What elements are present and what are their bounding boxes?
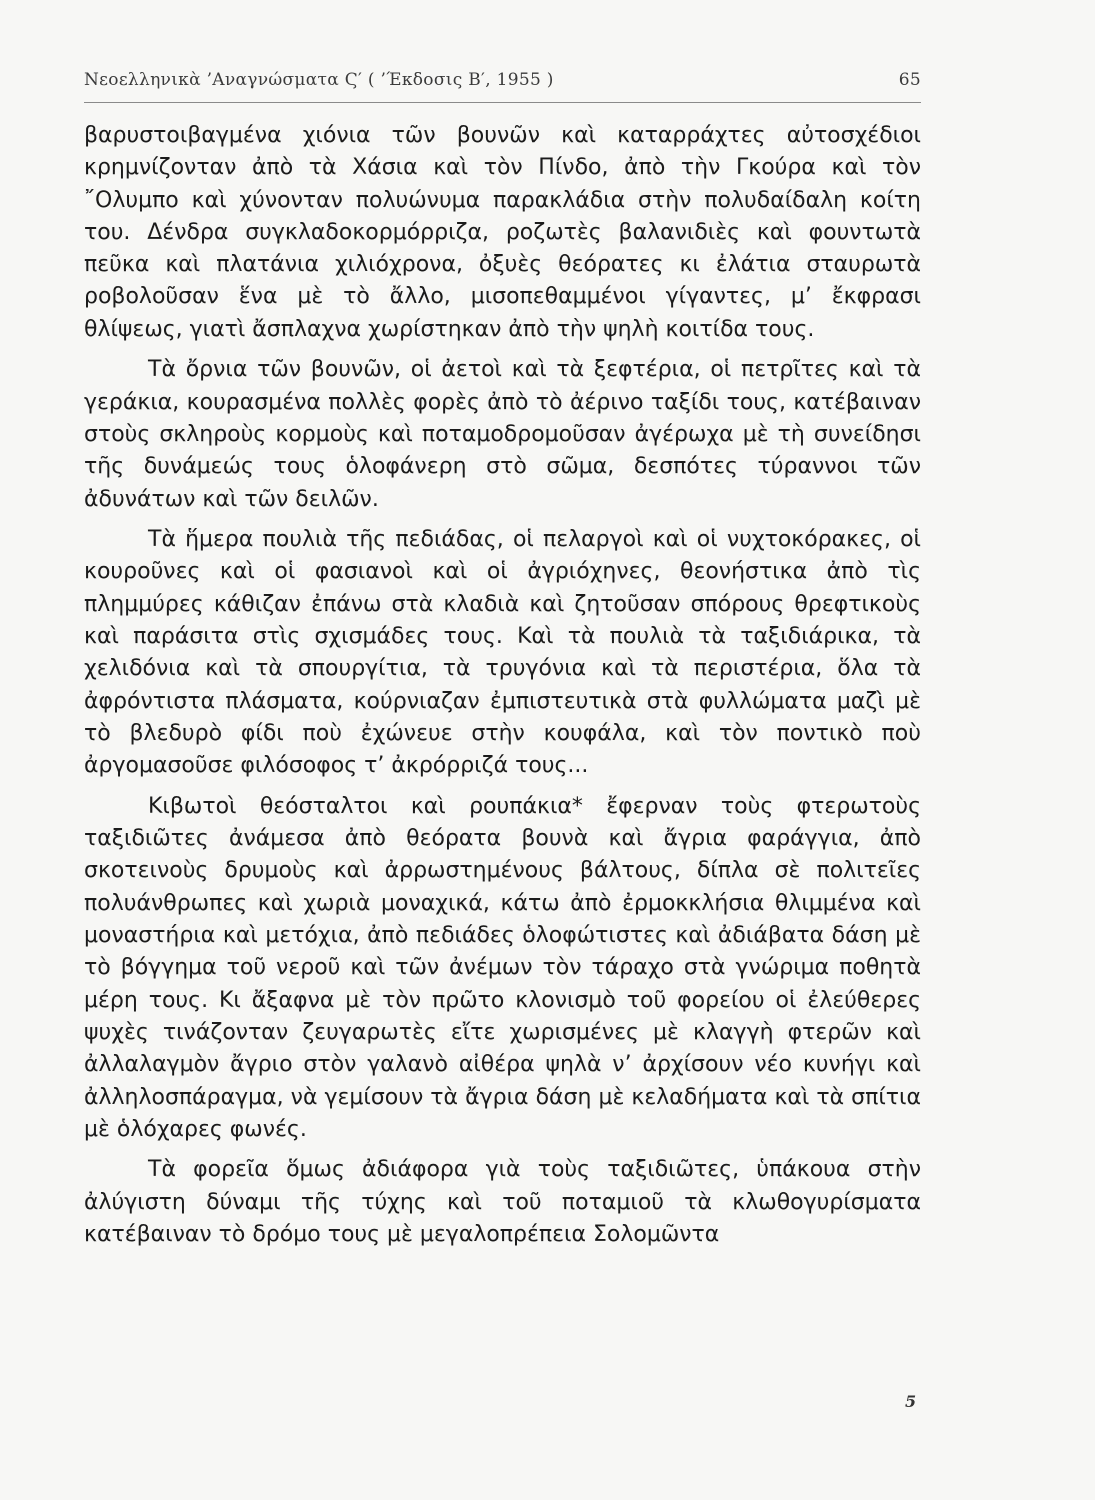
running-head-title: Νεοελληνικὰ ’Αναγνώσματα Ϛ′ ( ’Έκδοσις Β′, 1955 ) bbox=[84, 70, 554, 90]
page-number: 65 bbox=[898, 70, 921, 90]
paragraph: βαρυστοιβαγμένα χιόνια τῶν βουνῶν καὶ καταρράχτες αὐτοσχέδιοι κρημνίζονταν ἀπὸ τὰ Χάσια καὶ τὸν Πίνδο, ἀπὸ τὴν Γκούρα καὶ τὸν ῎Ολυμπο καὶ χύνονταν πολυώνυμα παρακλάδια στὴν πολυδαίδαλη κοίτη του. Δένδρα συγκλαδοκορμόρριζα, ροζωτὲς βαλανιδιὲς καὶ φουντωτὰ πεῦκα καὶ πλατάνια χιλιόχρονα, ὀξυὲς θεόρατες κι ἐλάτια σταυρωτὰ ροβολοῦσαν ἕνα μὲ τὸ ἄλλο, μισοπεθαμμένοι γίγαντες, μ’ ἔκφρασι θλίψεως, γιατὶ ἄσπλαχνα χωρίστηκαν ἀπὸ τὴν ψηλὴ κοιτίδα τους. bbox=[84, 123, 921, 342]
header-rule bbox=[84, 102, 921, 103]
paragraph: Τὰ ὄρνια τῶν βουνῶν, οἱ ἀετοὶ καὶ τὰ ξεφτέρια, οἱ πετρῖτες καὶ τὰ γεράκια, κουρασμένα πολλὲς φορὲς ἀπὸ τὸ ἀέρινο ταξίδι τους, κατέβαιναν στοὺς σκληροὺς κορμοὺς καὶ ποταμοδρομοῦσαν ἀγέρωχα μὲ τὴ συνείδησι τῆς δυνάμεώς τους ὁλοφάνερη στὸ σῶμα, δεσπότες τύραννοι τῶν ἀδυνάτων καὶ τῶν δειλῶν. bbox=[84, 357, 921, 512]
paragraph: Τὰ ἥμερα πουλιὰ τῆς πεδιάδας, οἱ πελαργοὶ καὶ οἱ νυχτοκόρακες, οἱ κουροῦνες καὶ οἱ φασιανοὶ καὶ οἱ ἀγριόχηνες, θεονήστικα ἀπὸ τὶς πλημμύρες κάθιζαν ἐπάνω στὰ κλαδιὰ καὶ ζητοῦσαν σπόρους θρεφτικοὺς καὶ παράσιτα στὶς σχισμάδες τους. Καὶ τὰ πουλιὰ τὰ ταξιδιάρικα, τὰ χελιδόνια καὶ τὰ σπουργίτια, τὰ τρυγόνια καὶ τὰ περιστέρια, ὅλα τὰ ἀφρόντιστα πλάσματα, κούρνιαζαν ἐμπιστευτικὰ στὰ φυλλώματα μαζὶ μὲ τὸ βλεδυρὸ φίδι ποὺ ἐχώνευε στὴν κουφάλα, καὶ τὸν ποντικὸ ποὺ ἀργομασοῦσε φιλόσοφος τ’ ἀκρόρριζά τους... bbox=[84, 527, 921, 779]
paragraph: Τὰ φορεῖα ὅμως ἀδιάφορα γιὰ τοὺς ταξιδιῶτες, ὑπάκουα στὴν ἀλύγιστη δύναμι τῆς τύχης καὶ τοῦ ποταμιοῦ τὰ κλωθογυρίσματα κατέβαιναν τὸ δρόμο τους μὲ μεγαλοπρέπεια Σολομῶντα bbox=[84, 1157, 921, 1247]
body-text bbox=[84, 120, 921, 1251]
paragraph: Κιβωτοὶ θεόσταλτοι καὶ ρουπάκια* ἔφερναν τοὺς φτερωτοὺς ταξιδιῶτες ἀνάμεσα ἀπὸ θεόρατα βουνὰ καὶ ἄγρια φαράγγια, ἀπὸ σκοτεινοὺς δρυμοὺς καὶ ἀρρωστημένους βάλτους, δίπλα σὲ πολιτεῖες πολυάνθρωπες καὶ χωριὰ μοναχικά, κάτω ἀπὸ ἐρμοκκλήσια θλιμμένα καὶ μοναστήρια καὶ μετόχια, ἀπὸ πεδιάδες ὁλοφώτιστες καὶ ἀδιάβατα δάση μὲ τὸ βόγγημα τοῦ νεροῦ καὶ τῶν ἀνέμων τὸν τάραχο στὰ γνώριμα ποθητὰ μέρη τους. Κι ἄξαφνα μὲ τὸν πρῶτο κλονισμὸ τοῦ φορείου οἱ ἐλεύθερες ψυχὲς τινάζονταν ζευγαρωτὲς εἴτε χωρισμένες μὲ κλαγγὴ φτερῶν καὶ ἀλλαλαγμὸν ἄγριο στὸν γαλανὸ αἰθέρα ψηλὰ ν’ ἀρχίσουν νέο κυνήγι καὶ ἀλληλοσπάραγμα, νὰ γεμίσουν τὰ ἄγρια δάση μὲ κελαδήματα καὶ τὰ σπίτια μὲ ὁλόχαρες φωνές. bbox=[84, 793, 921, 1142]
running-head bbox=[84, 70, 921, 98]
signature-mark: 5 bbox=[905, 1392, 917, 1411]
